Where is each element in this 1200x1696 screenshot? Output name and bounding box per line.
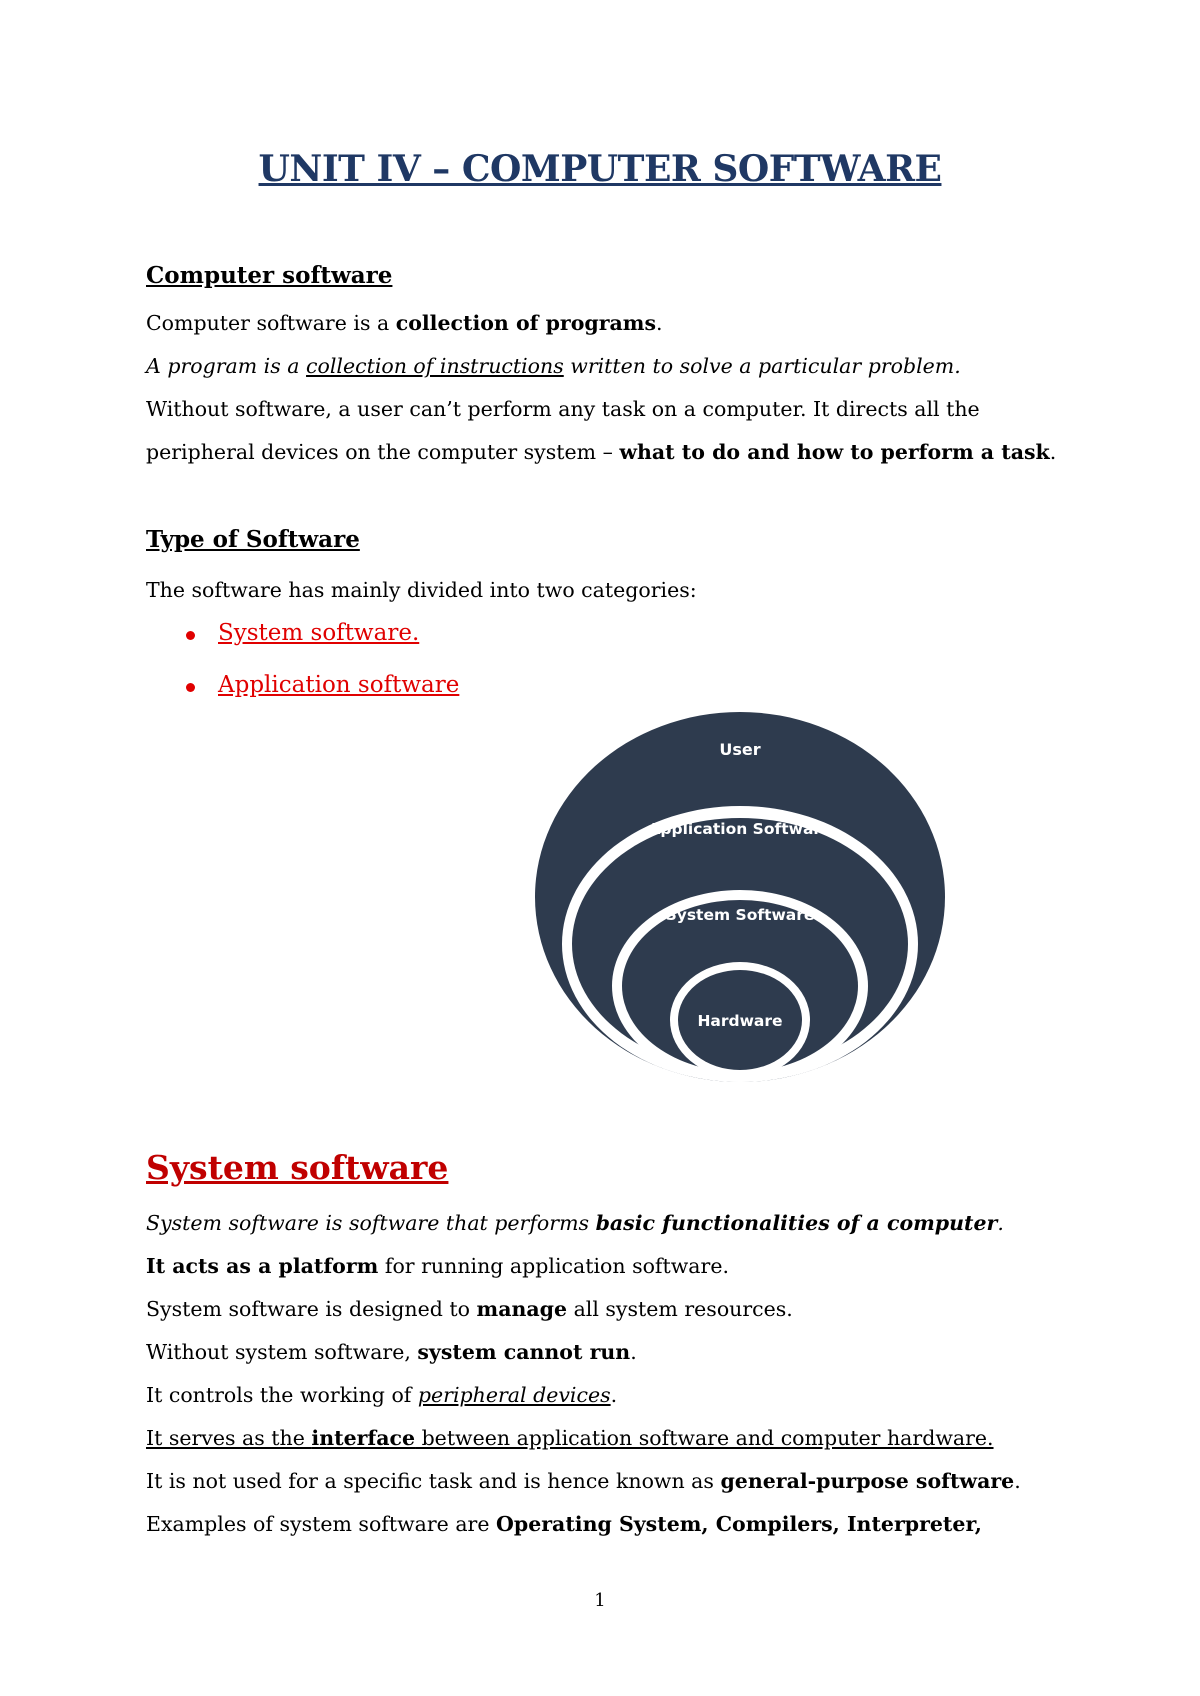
text-run: It is not used for a specific task and is hence known as [146,1469,721,1493]
text-run: Computer software is a [146,311,396,335]
software-categories-list [186,620,459,724]
bold-text: what to do and how to perform a task [619,440,1050,464]
bold-italic-text: basic functionalities of a computer [595,1211,998,1235]
list-item[interactable] [186,620,459,672]
text-run: . [656,311,663,335]
paragraph-line [146,440,1056,464]
text-run: written to solve a particular problem. [563,354,961,378]
text-run: System software is designed to [146,1297,477,1321]
paragraph-line [146,1469,1021,1493]
application-software-label: Application Software [648,820,832,838]
bold-text: general-purpose software [720,1469,1015,1493]
underlined-text: collection of instructions [306,354,564,378]
text-run: Without system software, [146,1340,418,1364]
text-run: . [1014,1469,1021,1493]
text-run: A program is a [146,354,307,378]
bold-text: collection of programs [395,311,657,335]
text-run: . [1049,440,1057,464]
bold-text: It acts as a platform [146,1254,379,1278]
text-run: all system resources. [567,1297,793,1321]
paragraph-line [146,1211,1004,1235]
heading-computer-software: Computer software [146,262,393,289]
system-software-label: System Software [665,906,815,924]
page-number: 1 [594,1590,606,1611]
bullet-dot [186,631,195,640]
paragraph-line [146,1340,637,1364]
user-label: User [719,740,761,759]
list-item[interactable] [186,672,459,724]
page-title: UNIT IV – COMPUTER SOFTWARE [258,148,942,190]
italic-underlined-text: peripheral devices [417,1383,611,1407]
text-run: peripheral devices on the computer system – [146,440,620,464]
text-run: for running application software. [378,1254,729,1278]
paragraph-line [146,311,663,335]
bold-text: manage [476,1297,568,1321]
text-run: It controls the working of [146,1383,418,1407]
paragraph-line [146,1297,793,1321]
list-item-label: Application software [218,672,460,698]
bold-text: Operating System, Compilers, Interpreter, [496,1512,982,1536]
list-item-label: System software. [218,620,420,646]
software-layers-diagram [535,712,945,1082]
text-run: . [630,1340,637,1364]
heading-system-software: System software [146,1148,449,1187]
paragraph-line [146,1512,982,1536]
hardware-label: Hardware [697,1012,783,1030]
paragraph-line [146,1426,994,1450]
paragraph-line [146,1383,617,1407]
bold-text: interface [311,1426,416,1450]
text-run: It serves as the [146,1426,312,1450]
bullet-dot [186,683,195,692]
bold-text: system cannot run [417,1340,631,1364]
text-run: Examples of system software are [146,1512,497,1536]
paragraph-line: The software has mainly divided into two categories: [146,578,697,602]
paragraph-line: Without software, a user can’t perform any task on a computer. It directs all the [146,397,980,421]
text-run: . [610,1383,618,1407]
paragraph-line [146,1254,729,1278]
text-run: between application software and computer hardware. [415,1426,994,1450]
paragraph-line [146,354,961,378]
italic-text: System software is software that performs [146,1211,596,1235]
heading-type-of-software: Type of Software [146,526,360,553]
italic-text: . [997,1211,1004,1235]
